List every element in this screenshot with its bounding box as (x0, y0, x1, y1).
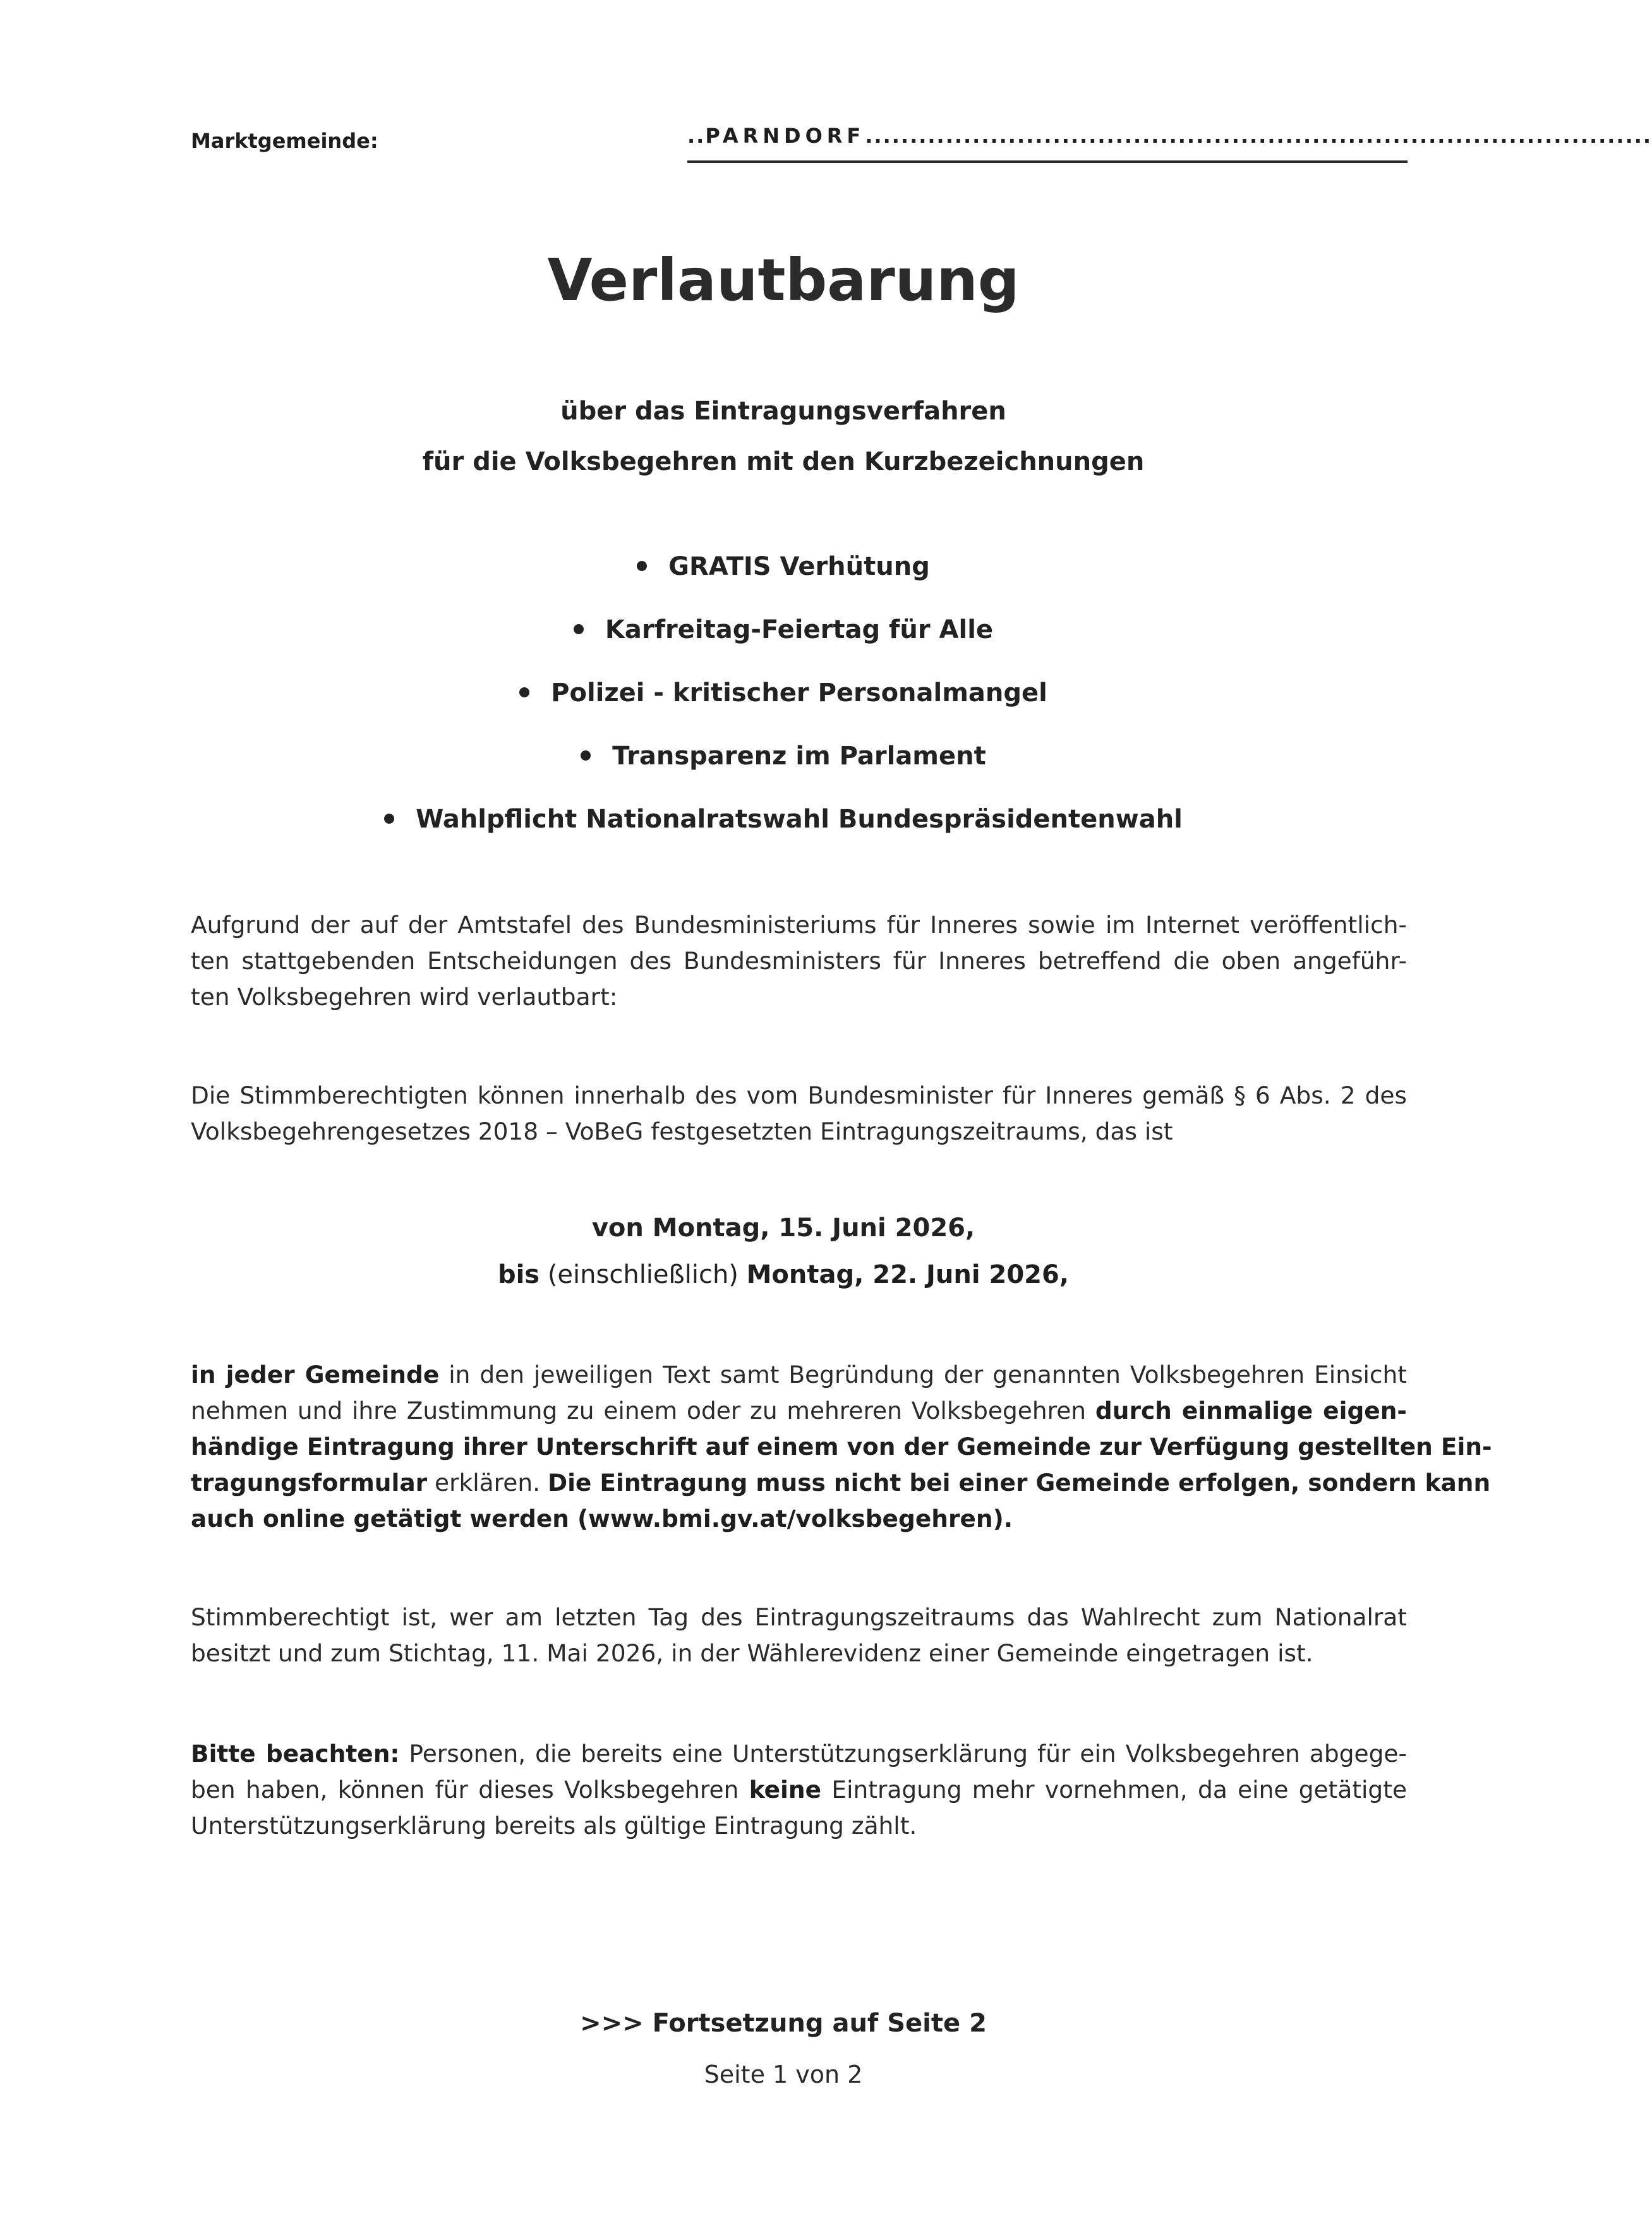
initiative-name: Wahlpflicht Nationalratswahl Bundespräsidentenwahl (416, 805, 1183, 834)
text: erklären. (435, 1469, 541, 1496)
paragraph-line: Die Stimmberechtigten können innerhalb des vom Bundesminister für Inneres gemäß § 6 Abs. 2 des (191, 1081, 1407, 1109)
paragraph-line: besitzt und zum Stichtag, 11. Mai 2026, in der Wählerevidenz einer Gemeinde eingetragen ist. (191, 1639, 1313, 1667)
emphasis: keine (749, 1776, 822, 1804)
eligibility-paragraph (191, 1599, 1407, 1671)
emphasis: durch einmalige eigen- (1095, 1397, 1407, 1424)
initiative-name: GRATIS Verhütung (668, 552, 930, 581)
initiative-name: Polizei - kritischer Personalmangel (551, 678, 1047, 708)
paragraph-line (191, 1736, 1407, 1772)
emphasis: händige Eintragung ihrer Unterschrift auf einem von der Gemeinde zur Verfügung gestellten Ein- (191, 1433, 1492, 1460)
paragraph-line (191, 1393, 1407, 1429)
trailing-dots: ........................................................................................ (865, 124, 1652, 148)
text: in den jeweiligen Text samt Begründung der genannten Volksbegehren Einsicht (449, 1361, 1407, 1388)
list-item (0, 614, 1567, 677)
bullet-icon (637, 561, 647, 571)
emphasis: tragungsformular (191, 1469, 428, 1496)
period-to-prefix: bis (497, 1260, 540, 1289)
municipality-label: Marktgemeinde: (191, 129, 378, 153)
leader-dots: .. (687, 124, 706, 148)
list-item (0, 804, 1567, 867)
subtitle-line-2: für die Volksbegehren mit den Kurzbezeichnungen (422, 447, 1145, 476)
text: Personen, die bereits eine Unterstützungserklärung für ein Volksbegehren abgege- (409, 1740, 1408, 1767)
initiative-name: Karfreitag-Feiertag für Alle (605, 615, 994, 644)
bullet-icon (519, 687, 529, 697)
paragraph-line: Unterstützungserklärung bereits als gültige Eintragung zählt. (191, 1812, 917, 1840)
page-title: Verlautbarung (547, 246, 1020, 314)
voters-paragraph (191, 1078, 1407, 1150)
initiative-list (0, 551, 1567, 867)
bullet-icon (581, 750, 591, 761)
text: nehmen und ihre Zustimmung zu einem oder zu mehreren Volksbegehren (191, 1397, 1087, 1424)
period-to (0, 1256, 1567, 1294)
municipality-name: PARNDORF (705, 124, 865, 148)
text: Eintragung mehr vornehmen, da eine getätigte (831, 1776, 1408, 1804)
list-item (0, 677, 1567, 740)
subtitle-line-1: über das Eintragungsverfahren (560, 397, 1006, 426)
bullet-icon (574, 624, 584, 634)
paragraph-line (191, 1465, 1491, 1501)
paragraph-line: ten Volksbegehren wird verlautbart: (191, 983, 618, 1011)
period-inclusive-note: (einschließlich) (547, 1260, 739, 1289)
page-number: Seite 1 von 2 (704, 2061, 863, 2088)
list-item (0, 551, 1567, 614)
period-to-date: Montag, 22. Juni 2026, (746, 1260, 1070, 1289)
intro-paragraph (191, 907, 1407, 1015)
note-label: Bitte beachten: (191, 1740, 400, 1767)
paragraph-line: ten stattgebenden Entscheidungen des Bundesministers für Inneres betreffend die oben angeführ- (191, 947, 1407, 975)
emphasis: in jeder Gemeinde (191, 1361, 440, 1388)
bullet-icon (384, 814, 394, 824)
paragraph-line: Aufgrund der auf der Amtstafel des Bundesministeriums für Inneres sowie im Internet veröffentlich- (191, 911, 1407, 939)
paragraph-line: Volksbegehrengesetzes 2018 – VoBeG festgesetzten Eintragungszeitraums, das ist (191, 1117, 1173, 1145)
emphasis: auch online getätigt werden (www.bmi.gv.at/volksbegehren). (191, 1505, 1013, 1533)
paragraph-line (191, 1772, 1407, 1808)
procedure-paragraph (191, 1357, 1492, 1537)
note-paragraph (191, 1736, 1407, 1844)
paragraph-line (191, 1357, 1407, 1393)
initiative-name: Transparenz im Parlament (612, 742, 986, 771)
list-item (0, 740, 1567, 804)
municipality-field (687, 124, 1652, 148)
paragraph-line (191, 1429, 1492, 1465)
text: ben haben, können für dieses Volksbegehren (191, 1776, 739, 1804)
emphasis: Die Eintragung muss nicht bei einer Gemeinde erfolgen, sondern kann (547, 1469, 1491, 1496)
paragraph-line: Stimmberechtigt ist, wer am letzten Tag des Eintragungszeitraums das Wahlrecht zum Nationalrat (191, 1603, 1407, 1631)
period-from: von Montag, 15. Juni 2026, (591, 1213, 975, 1243)
continuation-note: >>> Fortsetzung auf Seite 2 (580, 2009, 987, 2038)
paragraph-line (191, 1501, 1407, 1537)
